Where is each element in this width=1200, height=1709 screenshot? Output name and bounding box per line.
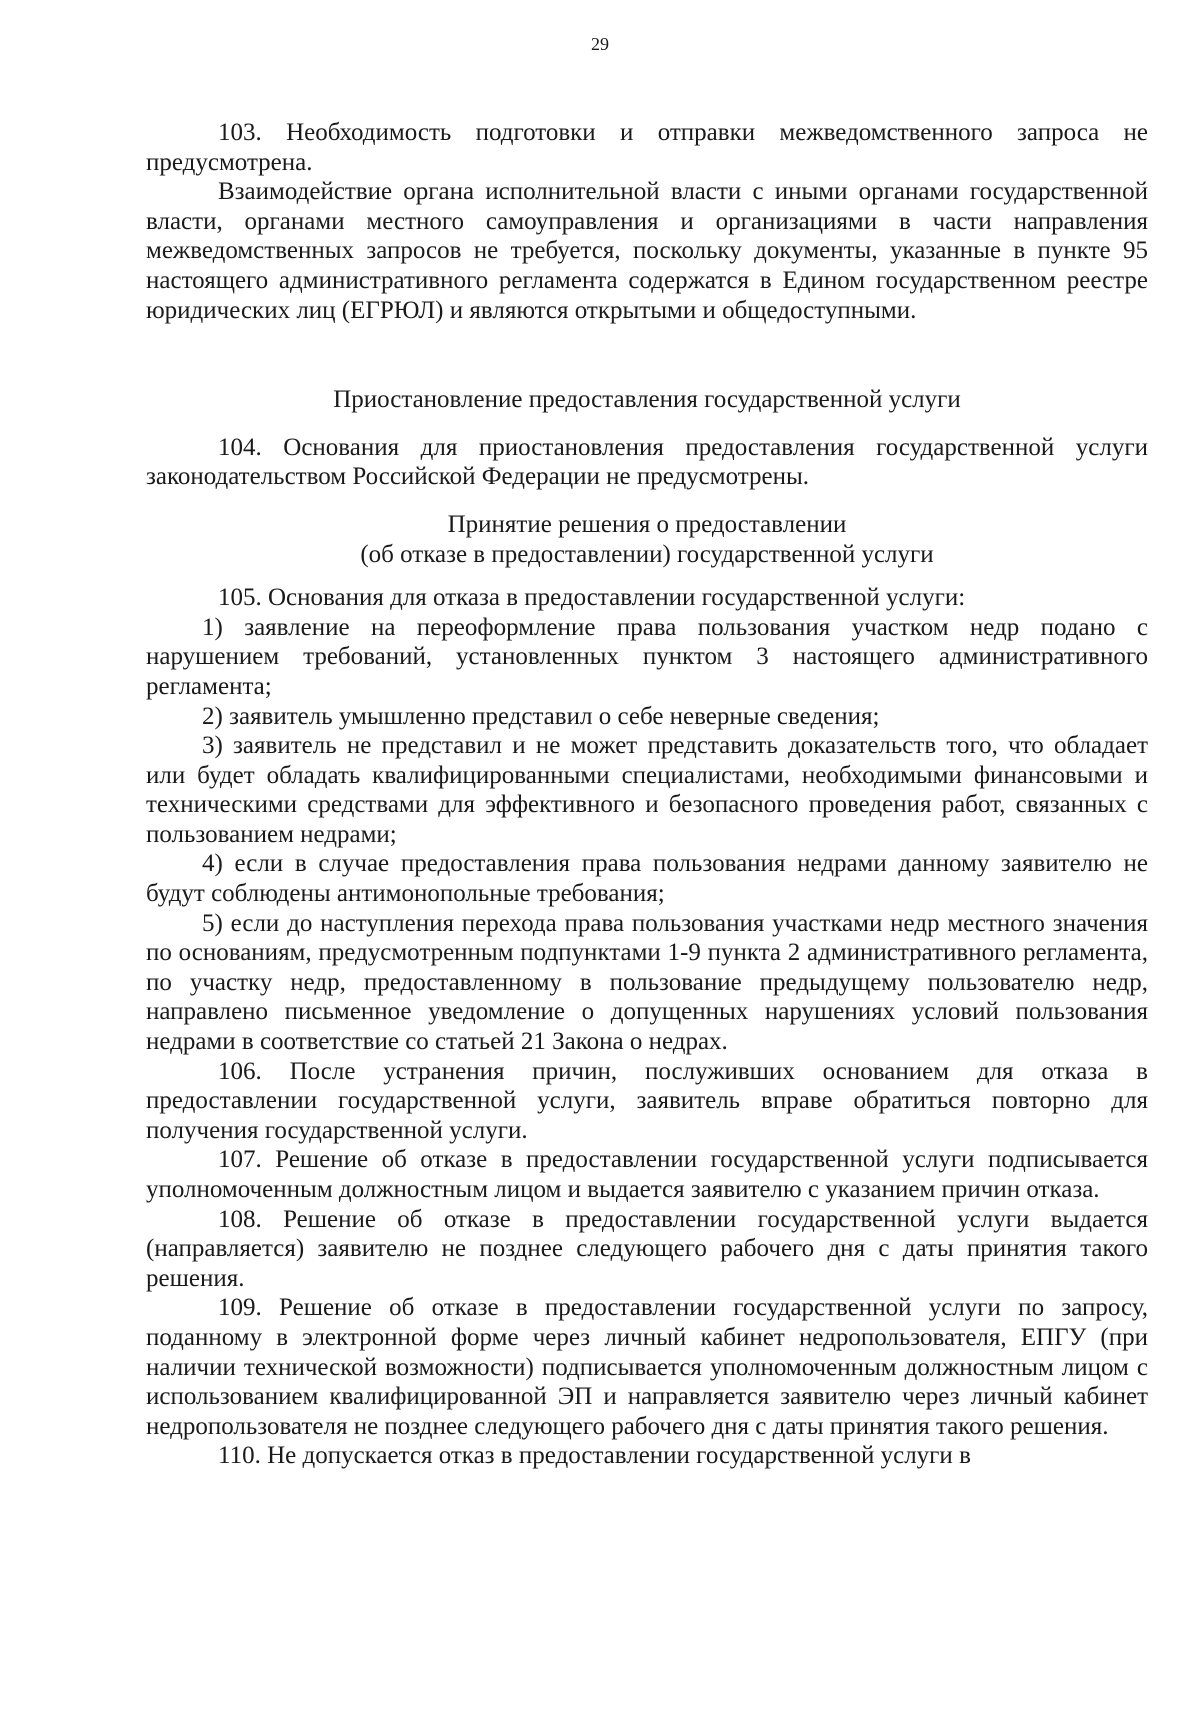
section-heading-decision-line1: Принятие решения о предоставлении <box>447 510 847 538</box>
paragraph-110: 110. Не допускается отказ в предоставлении государственной услуги в <box>218 1442 971 1470</box>
paragraph-107: 107. Решение об отказе в предоставлении государственной услуги подписывается уполномоченным должностным лицом и выдается заявителю с указанием причин отказа. <box>146 1146 1148 1203</box>
paragraph-103: 103. Необходимость подготовки и отправки межведомственного запроса не предусмотрена. <box>146 119 1148 176</box>
section-heading-decision <box>146 510 1148 569</box>
ground-item-3: 3) заявитель не представил и не может представить доказательств того, что обладает или будет обладать квалифицированными специалистами, необходимыми финансовыми и техническими средствами для эффективного и безопасного проведения работ, связанных с пользованием недрами; <box>146 732 1148 848</box>
page-number: 29 <box>591 34 609 54</box>
paragraph-109: 109. Решение об отказе в предоставлении государственной услуги по запросу, поданному в электронной форме через личный кабинет недропользователя, ЕПГУ (при наличии технической возможности) подписывается уполномоченным должностным лицом с использованием квалифицированной ЭП и направляется заявителю через личный кабинет недропользователя не позднее следующего рабочего дня с даты принятия такого решения. <box>146 1294 1148 1440</box>
document-body <box>146 118 1148 1471</box>
ground-item-4: 4) если в случае предоставления права пользования недрами данному заявителю не будут соблюдены антимонопольные требования; <box>146 850 1148 908</box>
ground-item-1: 1) заявление на переоформление права пользования участком недр подано с нарушением требований, установленных пунктом 3 настоящего административного регламента; <box>146 613 1148 700</box>
paragraph-104: 104. Основания для приостановления предоставления государственной услуги законодательством Российской Федерации не предусмотрены. <box>146 433 1148 491</box>
section-heading-suspension: Приостановление предоставления государственной услуги <box>333 386 961 414</box>
paragraph-interaction: Взаимодействие органа исполнительной власти с иными органами государственной власти, органами местного самоуправления и организациями в части направления межведомственных запросов не требуется, поскольку документы, указанные в пункте 95 настоящего административного регламента содержатся в Едином государственном реестре юридических лиц (ЕГРЮЛ) и являются открытыми и общедоступными. <box>146 178 1148 324</box>
paragraph-108: 108. Решение об отказе в предоставлении государственной услуги выдается (направляется) заявителю не позднее следующего рабочего дня с даты принятия такого решения. <box>146 1205 1148 1292</box>
ground-item-5: 5) если до наступления перехода права пользования участками недр местного значения по основаниям, предусмотренным подпунктами 1-9 пункта 2 административного регламента, по участку недр, предоставленному в пользование предыдущему пользователю недр, направлено письменное уведомление о допущенных нарушениях условий пользования недрами в соответствие со статьей 21 Закона о недрах. <box>146 909 1148 1056</box>
ground-item-2: 2) заявитель умышленно представил о себе неверные сведения; <box>202 702 880 730</box>
paragraph-106: 106. После устранения причин, послуживших основанием для отказа в предоставлении государственной услуги, заявитель вправе обратиться повторно для получения государственной услуги. <box>146 1057 1148 1144</box>
section-heading-decision-line2: (об отказе в предоставлении) государственной услуги <box>360 540 934 568</box>
paragraph-105: 105. Основания для отказа в предоставлении государственной услуги: <box>218 584 966 612</box>
